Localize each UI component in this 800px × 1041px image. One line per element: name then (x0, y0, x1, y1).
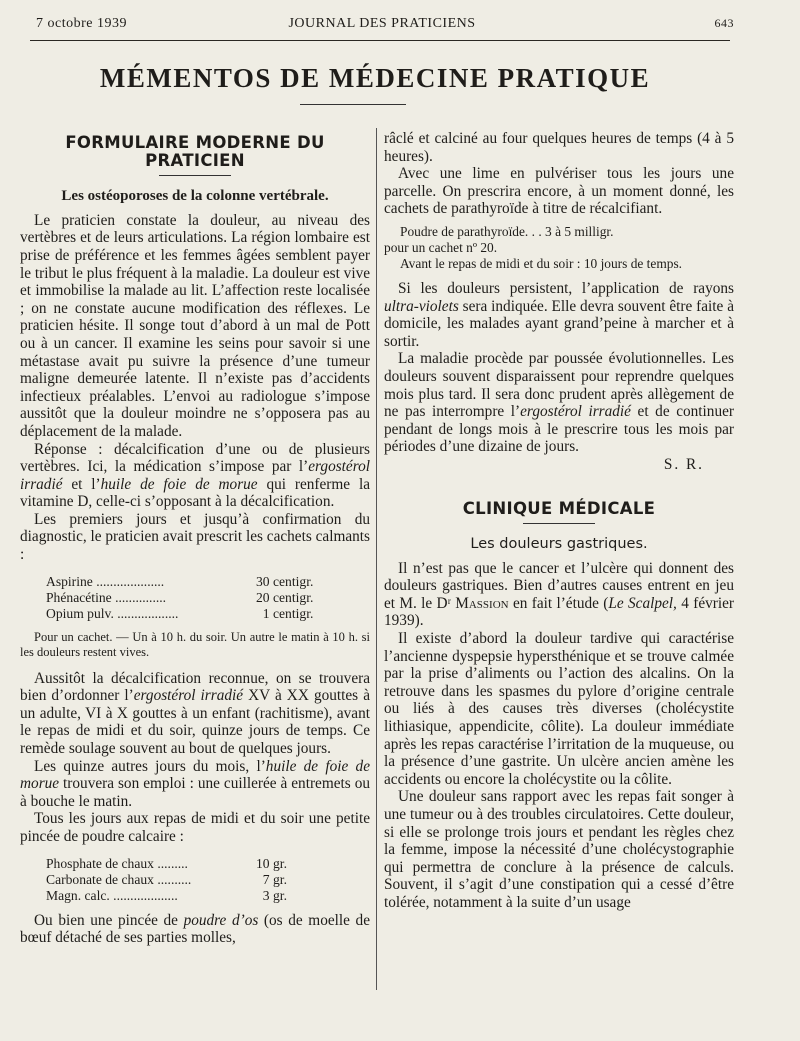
header-rule (30, 40, 730, 41)
prescription-table (46, 856, 287, 904)
section-rule (523, 523, 595, 524)
paragraph: râclé et calciné au four quelques heures de temps (4 à 5 heures). (384, 130, 734, 165)
paragraph: Il existe d’abord la douleur tardive qui caractérise l’ancienne dyspepsie hypersthénique et se trouve calmée par la prise d’aliments ou l’action des alcalins. On la retrouve dans les spasmes du pylore d’origine centrale ou liés à des causes très diverses (cholécystite lithiasique, appendicite, côlite). La douleur immédiate après les repas caractérise l’irritation de la muqueuse, ou la présence d’une gastrite. Un ulcère ancien amène les accidents ou encore la cholécystite ou la côlite. (384, 630, 734, 788)
prescription-row: Magn. calc. ................... 3 gr. (46, 887, 287, 903)
paragraph: Avec une lime en pulvériser tous les jours une parcelle. On prescrira encore, à un moment donné, les cachets de parathyroïde à titre de récalcifiant. (384, 165, 734, 218)
prescription-row: Phosphate de chaux ......... 10 gr. (46, 855, 287, 871)
column-divider (376, 128, 377, 990)
title-rule (300, 104, 406, 105)
page-title: MÉMENTOS DE MÉDECINE PRATIQUE (99, 63, 651, 93)
formula-line: pour un cachet nº 20. (384, 239, 498, 255)
paragraph: Réponse : décalcification d’une ou de plusieurs vertèbres. Ici, la médication s’impose par l’ergostérol irradié et l’huile de foie de morue qui renferme la vitamine D, celle-ci s’opposant à la décalcification. (20, 440, 370, 511)
section-title-formulaire: FORMULAIRE MODERNE DU PRATICIEN (65, 133, 325, 170)
prescription-row: Opium pulv. .................. 1 centigr. (46, 605, 314, 621)
dosage-note: Pour un cachet. — Un à 10 h. du soir. Un autre le matin à 10 h. si les douleurs restent vives. (20, 629, 370, 659)
author-signature: S. R. (663, 455, 704, 473)
article-subheading: Les ostéoporoses de la colonne vertébrale. (61, 188, 329, 205)
formula-line: Poudre de parathyroïde. . . 3 à 5 milligr. (400, 223, 614, 239)
header-date: 7 octobre 1939 (36, 16, 127, 31)
section-rule (159, 175, 231, 176)
prescription-row: Aspirine .................... 30 centigr. (46, 573, 314, 589)
right-column (384, 130, 734, 912)
paragraph: Aussitôt la décalcification reconnue, on se trouvera bien d’ordonner l’ergostérol irradié XV à XX gouttes à un adulte, VI à X gouttes à un enfant (rachitisme), avant le repas de midi et du soir, quinze jours de temps. Ce remède soulage souvent au bout de quelques jours. (20, 669, 370, 758)
header-page-number: 643 (714, 16, 734, 30)
section-title-clinique: CLINIQUE MÉDICALE (462, 498, 656, 518)
paragraph: Il n’est pas que le cancer et l’ulcère qui donnent des douleurs gastriques. Bien d’autres causes entrent en jeu et M. le Dʳ Massion en fait l’étude (Le Scalpel, 4 février 1939). (384, 559, 734, 630)
article-subheading: Les douleurs gastriques. (470, 536, 648, 553)
paragraph: Ou bien une pincée de poudre d’os (os de moelle de bœuf détaché de ses parties molles, (20, 911, 370, 947)
prescription-row: Phénacétine ............... 20 centigr. (46, 589, 314, 605)
paragraph: Si les douleurs persistent, l’application de rayons ultra-violets sera indiquée. Elle devra souvent être faite à domicile, les malades ayant grand’peine à marcher et à sortir. (384, 279, 734, 350)
formula-line: Avant le repas de midi et du soir : 10 jours de temps. (400, 255, 683, 271)
running-header (30, 16, 734, 38)
left-column (20, 134, 370, 947)
prescription-table (46, 574, 313, 622)
paragraph: Une douleur sans rapport avec les repas fait songer à une tumeur ou à des troubles circulatoires. Cette douleur, si elle se prolonge trois jours et pendant les règles chez la femme, impose la nécessité d’une cholécystographie qui permettra de conclure à la présence de calculs. Souvent, il s’agit d’une constipation qui a cessé d’être tolérée, notamment à la suite d’un usage (384, 788, 734, 911)
header-journal-title: JOURNAL DES PRATICIENS (288, 16, 476, 31)
prescription-row: Carbonate de chaux .......... 7 gr. (46, 871, 287, 887)
paragraph: Les quinze autres jours du mois, l’huile de foie de morue trouvera son emploi : une cuillerée à entremets ou à bouche le matin. (20, 757, 370, 810)
formula-block (384, 224, 734, 272)
paragraph: Les premiers jours et jusqu’à confirmation du diagnostic, le praticien avait prescrit les cachets calmants : (20, 510, 370, 564)
paragraph: Tous les jours aux repas de midi et du soir une petite pincée de poudre calcaire : (20, 810, 370, 845)
paragraph: La maladie procède par poussée évolutionnelles. Les douleurs souvent disparaissent pour reprendre quelques mois plus tard. Il sera donc prudent après allègement de ne pas interrompre l’ergostérol irradié et de continuer pendant de longs mois à le prescrire tous les mois par périodes d’une dizaine de jours. (384, 350, 734, 456)
paragraph: Le praticien constate la douleur, au niveau des vertèbres et de leurs articulations. La région lombaire est prise de préférence et les femmes âgées semblent payer le tribut le plus fréquent à la maladie. La douleur est vive et immobilise la malade au lit. L’affection reste localisée ; on ne constate aucune modification des réflexes. Le praticien hésite. Il songe tout d’abord à un mal de Pott ou à un cancer. Il examine les seins pour savoir si une métastase avait pu suivre la présence d’une tumeur maligne demeurée latente. Il n’existe pas d’accidents infectieux préalables. L’envoi au radiologue s’impose aussitôt que la douleur moindre ne s’opposera pas au déplacement de la malade. (20, 211, 371, 440)
